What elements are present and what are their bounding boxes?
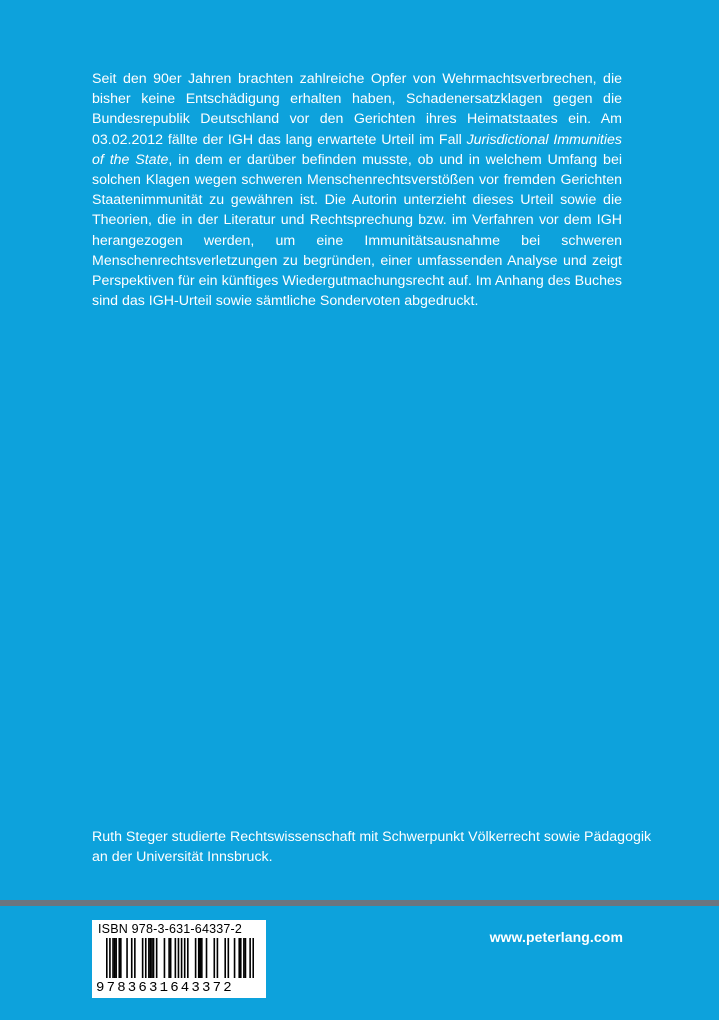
barcode-bar bbox=[168, 938, 170, 978]
barcode-bar bbox=[238, 938, 240, 978]
barcode-bar bbox=[142, 938, 144, 978]
barcode-bar bbox=[252, 938, 254, 978]
barcode-bar bbox=[115, 938, 117, 978]
publisher-url[interactable]: www.peterlang.com bbox=[489, 929, 623, 945]
barcode-bar bbox=[150, 938, 152, 978]
barcode-bar bbox=[187, 938, 189, 978]
barcode-bars bbox=[106, 938, 254, 978]
barcode-bar bbox=[106, 938, 108, 978]
barcode-box bbox=[92, 920, 266, 998]
author-bio: Ruth Steger studierte Rechtswissenschaft mit Schwerpunkt Völkerrecht sowie Pädagogik an der Universität Innsbruck. bbox=[92, 829, 652, 866]
case-title: Jurisdictional Immunities of the State bbox=[92, 131, 622, 168]
barcode-bar bbox=[109, 938, 111, 978]
blurb-part-2: , in dem er darüber befinden musste, ob und in welchem Umfang bei solchen Klagen wegen schweren Menschenrechtsverstößen vor fremden Gerichten Staatenimmunität zu gewähren ist. Die Autorin unterzieht dieses Urteil sowie die Theorien, die in der Literatur und Rechtsprechung bzw. im Verfahren vor dem IGH herangezogen werden, um eine Immunitätsausnahme bei schweren Menschenrechtsverletzungen zu begründen, einer umfassenden Analyse und zeigt Perspektiven für ein künftiges Wiedergutmachungsrecht auf. Im Anhang des Buches sind das IGH-Urteil sowie sämtliche Sondervoten abgedruckt. bbox=[92, 151, 622, 310]
barcode-bar bbox=[195, 938, 197, 978]
isbn-label: ISBN 978-3-631-64337-2 bbox=[98, 922, 243, 936]
barcode-bar bbox=[114, 938, 116, 978]
barcode-bar bbox=[178, 938, 180, 978]
barcode-bar bbox=[228, 938, 230, 978]
ean-digits: 9783631643372 bbox=[96, 980, 234, 996]
barcode-bar bbox=[245, 938, 247, 978]
barcode-bar bbox=[156, 938, 158, 978]
barcode-bar bbox=[243, 938, 245, 978]
barcode-bar bbox=[234, 938, 236, 978]
barcode-bar bbox=[181, 938, 183, 978]
blurb-part-1: Seit den 90er Jahren brachten zahlreiche Opfer von Wehrmachtsverbrechen, die bisher keine Entschädigung erhalten haben, Schadenersatzklagen gegen die Bundesrepublik Deutschland vor den Gerichten ihres Heimatstaates ein. Am 03.02.2012 fällte der IGH das lang erwartete Urteil im Fall bbox=[92, 71, 622, 148]
barcode-bar bbox=[153, 938, 155, 978]
barcode-bar bbox=[134, 938, 136, 978]
barcode-bar bbox=[170, 938, 172, 978]
barcode-bar bbox=[120, 938, 122, 978]
barcode-bar bbox=[199, 938, 201, 978]
barcode-bar bbox=[126, 938, 128, 978]
barcode-bar bbox=[175, 938, 177, 978]
barcode-bar bbox=[201, 938, 203, 978]
barcode-bar bbox=[164, 938, 166, 978]
blurb-text bbox=[92, 69, 622, 311]
barcode-bar bbox=[240, 938, 242, 978]
barcode-bar bbox=[145, 938, 147, 978]
barcode-bar bbox=[224, 938, 226, 978]
barcode-bar bbox=[213, 938, 215, 978]
barcode-bar bbox=[148, 938, 150, 978]
divider-bar bbox=[0, 900, 719, 906]
barcode-bar bbox=[118, 938, 120, 978]
barcode-bar bbox=[249, 938, 251, 978]
barcode-bar bbox=[131, 938, 133, 978]
barcode-bar bbox=[206, 938, 208, 978]
barcode-bar bbox=[151, 938, 153, 978]
barcode-bar bbox=[217, 938, 219, 978]
barcode-bar bbox=[112, 938, 114, 978]
barcode-bar bbox=[198, 938, 200, 978]
barcode-bar bbox=[184, 938, 186, 978]
